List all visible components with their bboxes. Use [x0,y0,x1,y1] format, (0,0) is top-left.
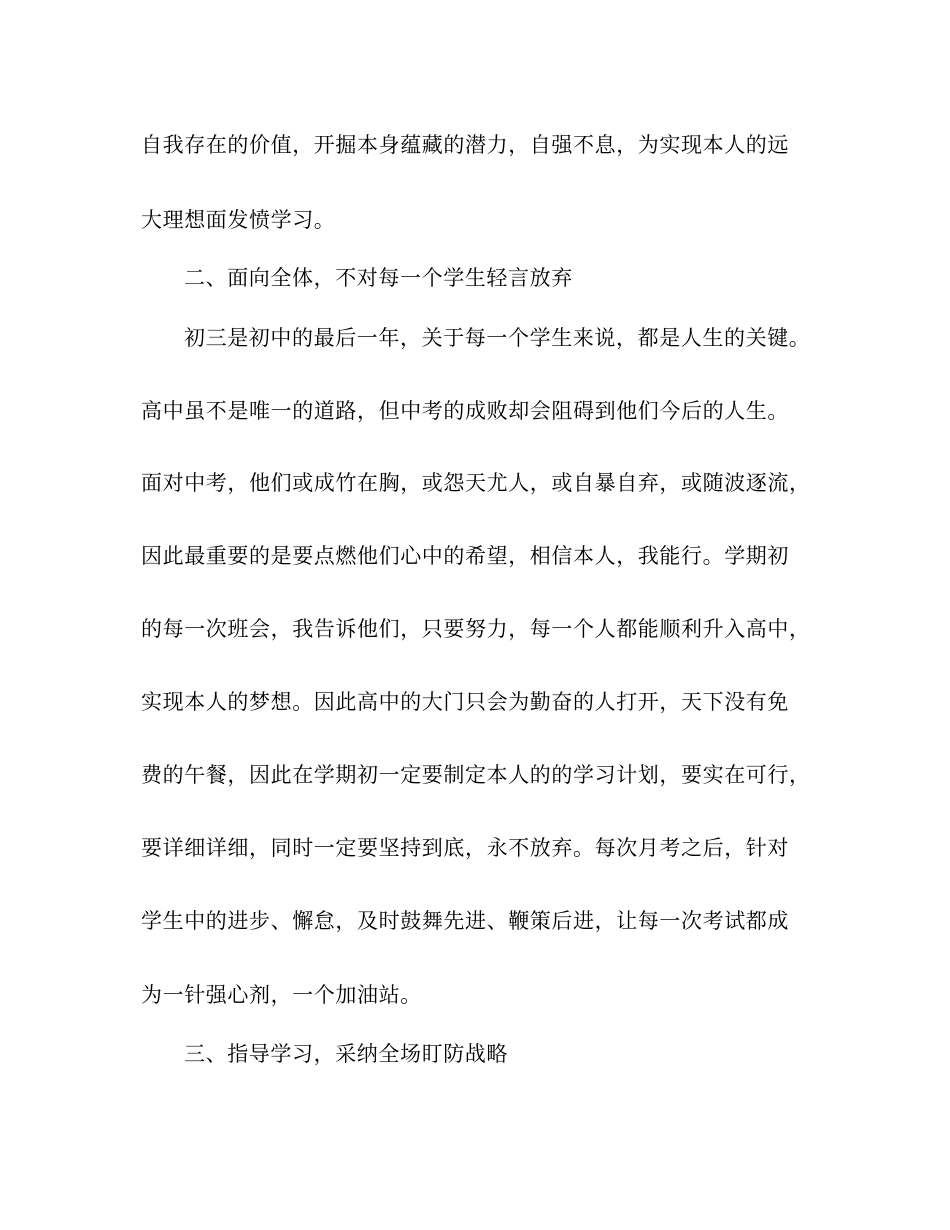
paragraph-line: 高中虽不是唯一的道路，但中考的成败却会阻碍到他们今后的人生。 [141,399,789,423]
paragraph-line: 费的午餐，因此在学期初一定要制定本人的的学习计划，要实在可行， [141,763,811,787]
section-heading: 二、面向全体，不对每一个学生轻言放弃 [184,266,573,290]
paragraph-line: 面对中考，他们或成竹在胸，或怨天尤人，或自暴自弃，或随波逐流， [141,471,811,495]
paragraph-line: 大理想面发愤学习。 [141,208,336,232]
paragraph-line: 实现本人的梦想。因此高中的大门只会为勤奋的人打开，天下没有免 [141,690,789,714]
paragraph-line: 因此最重要的是要点燃他们心中的希望，相信本人，我能行。学期初 [141,544,789,568]
paragraph-line: 自我存在的价值，开掘本身蕴藏的潜力，自强不息，为实现本人的远 [141,133,789,157]
paragraph-line: 学生中的进步、懈怠，及时鼓舞先进、鞭策后进，让每一次考试都成 [141,909,789,933]
paragraph-line: 初三是初中的最后一年，关于每一个学生来说，都是人生的关键。 [184,326,811,350]
paragraph-line: 的每一次班会，我告诉他们，只要努力，每一个人都能顺利升入高中， [141,617,811,641]
section-heading: 三、指导学习，采纳全场盯防战略 [184,1042,508,1066]
paragraph-line: 要详细详细，同时一定要坚持到底，永不放弃。每次月考之后，针对 [141,836,789,860]
paragraph-line: 为一针强心剂，一个加油站。 [141,983,422,1007]
